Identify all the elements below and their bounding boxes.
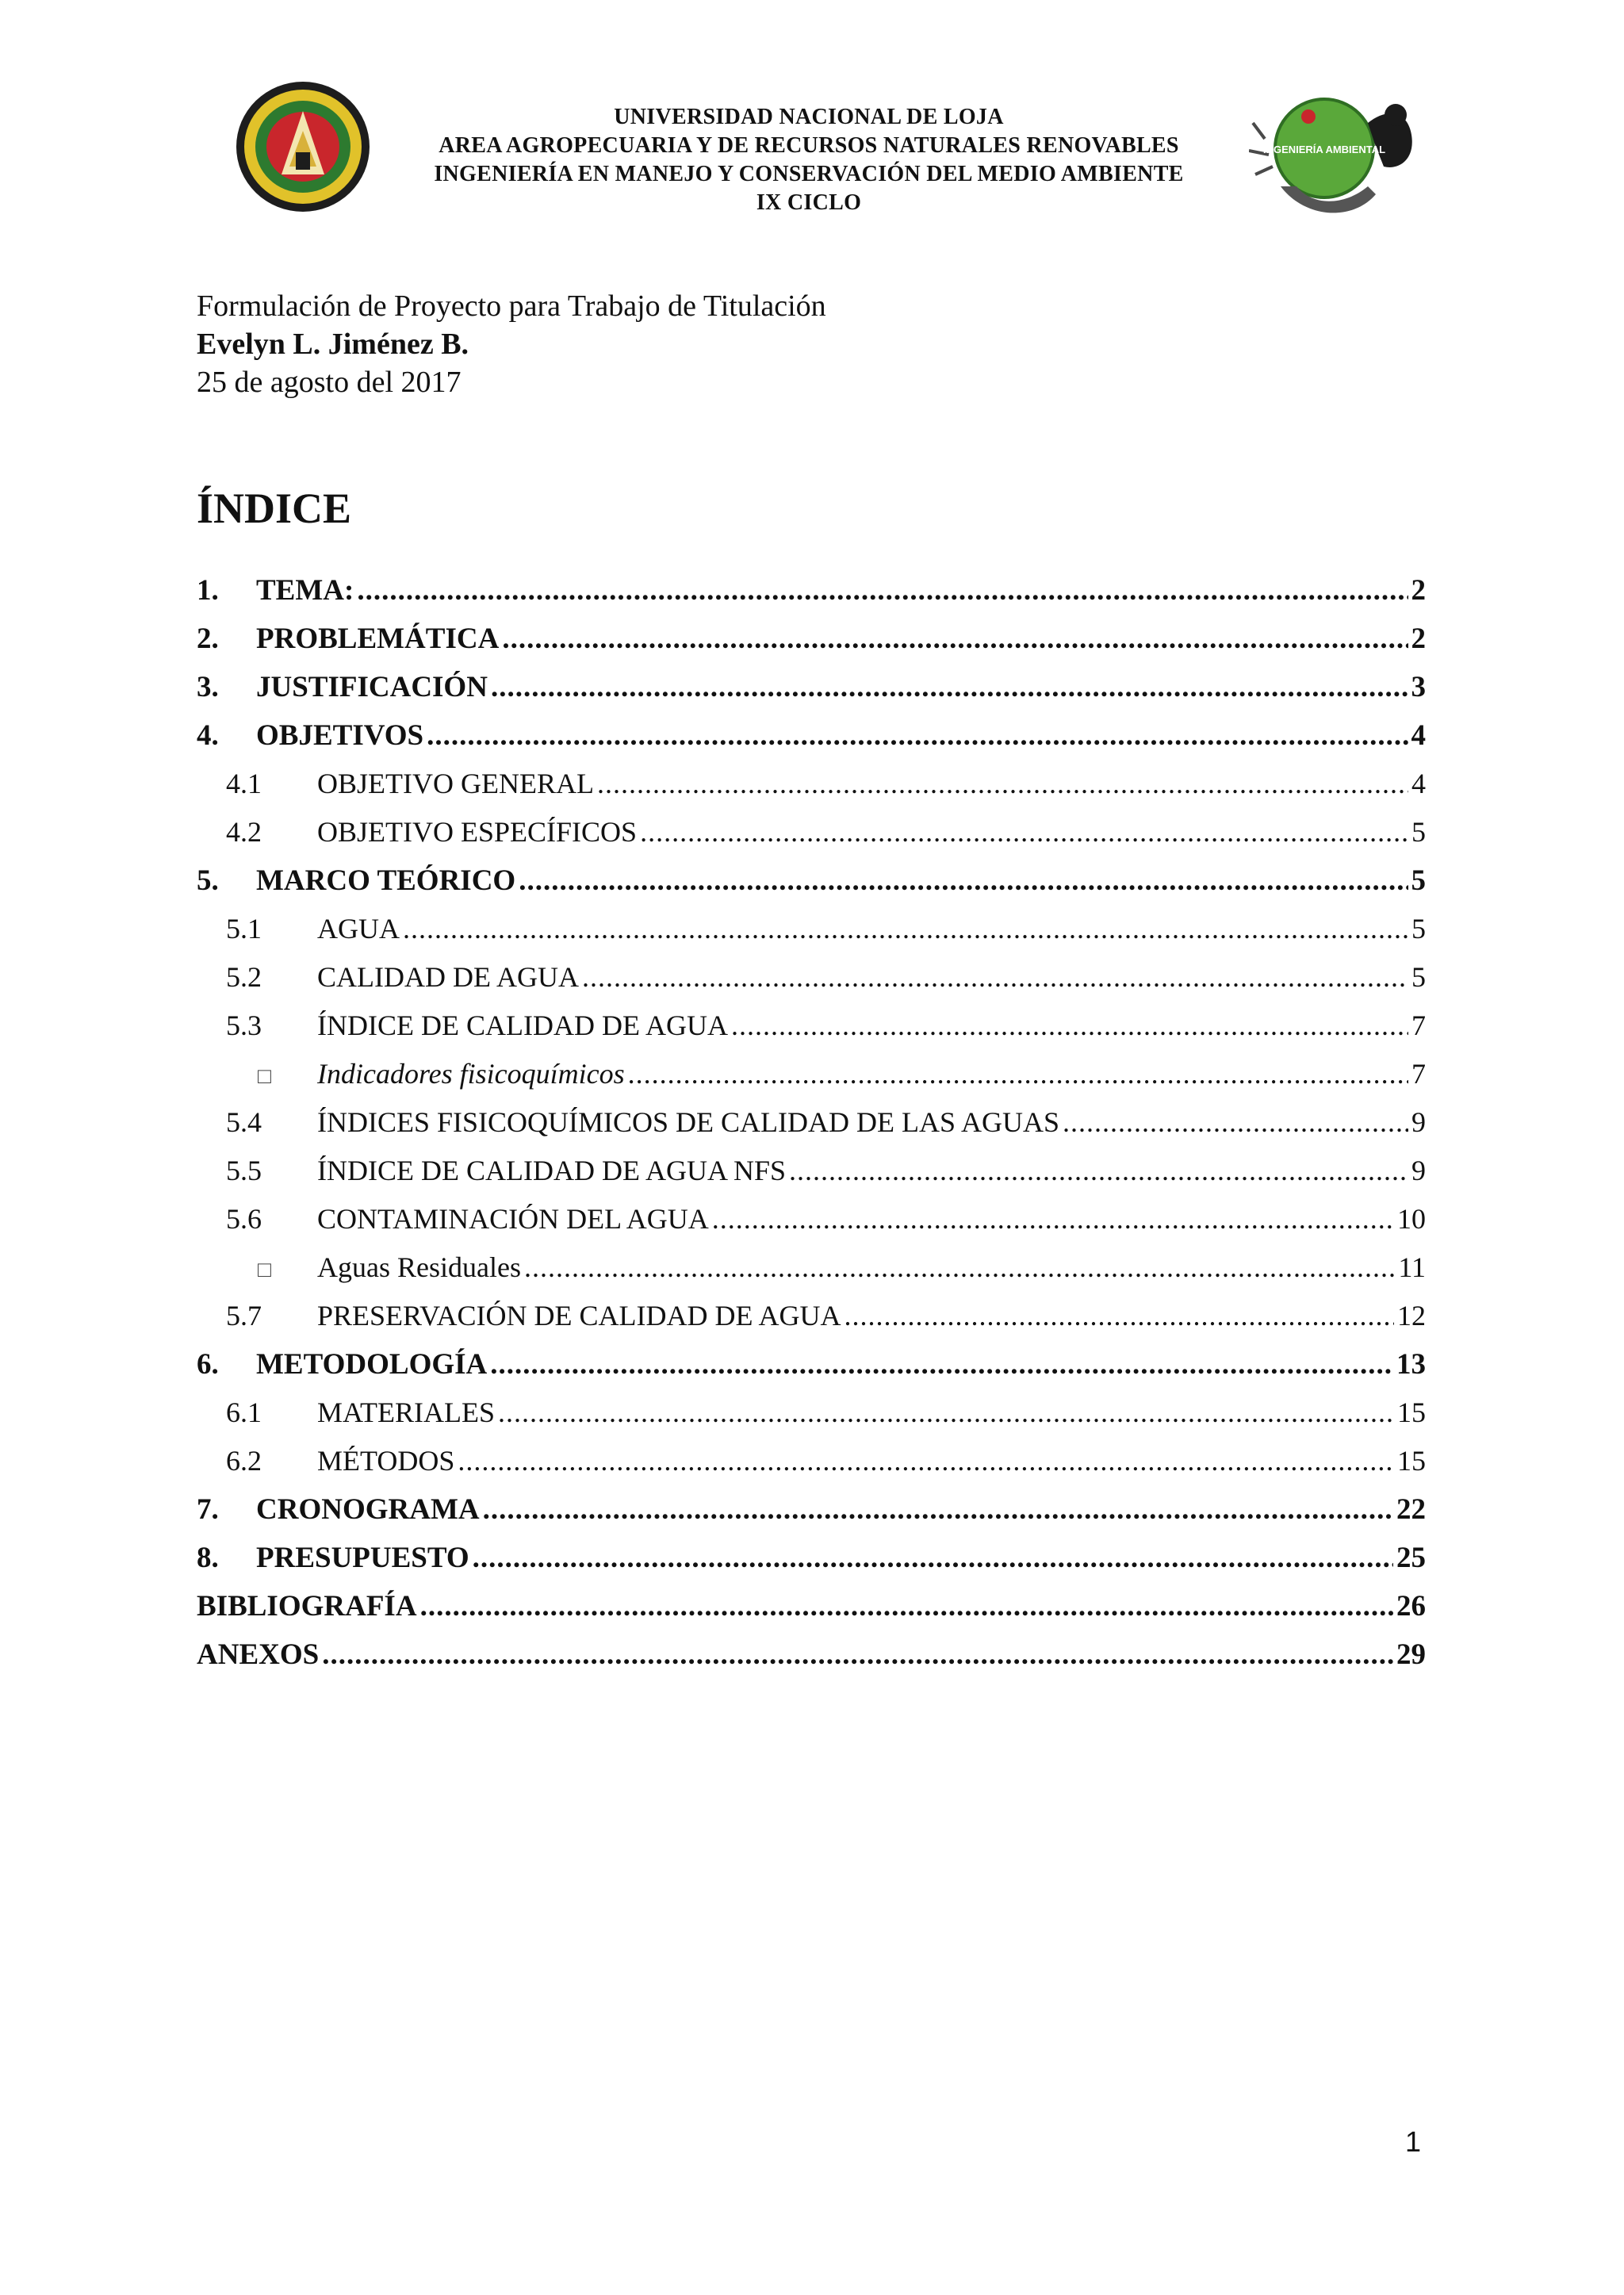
toc-entry-page: 4 bbox=[1411, 768, 1426, 799]
toc-leader-dots bbox=[524, 1251, 1395, 1284]
toc-entry[interactable] bbox=[197, 718, 1426, 767]
toc-entry-title: OBJETIVO GENERAL bbox=[317, 768, 594, 799]
toc-entry-number: 4.1 bbox=[226, 768, 262, 799]
toc-entry-page: 10 bbox=[1397, 1203, 1426, 1235]
toc-leader-dots bbox=[731, 1009, 1408, 1042]
toc-entry-title: CRONOGRAMA bbox=[256, 1493, 480, 1526]
bullet-icon: □ bbox=[258, 1064, 271, 1089]
toc-leader-dots bbox=[491, 670, 1408, 704]
toc-entry-page: 5 bbox=[1411, 961, 1426, 993]
toc-entry-title: ANEXOS bbox=[197, 1638, 320, 1671]
toc-entry[interactable] bbox=[197, 670, 1426, 718]
toc-leader-dots bbox=[628, 1057, 1408, 1090]
institution-line: IX CICLO bbox=[756, 190, 862, 215]
toc-entry-title: ÍNDICE DE CALIDAD DE AGUA NFS bbox=[317, 1155, 786, 1186]
toc-entry[interactable] bbox=[197, 1492, 1426, 1541]
toc-entry[interactable] bbox=[197, 1299, 1426, 1347]
university-seal-logo bbox=[234, 79, 373, 214]
toc-entry-title: MÉTODOS bbox=[317, 1445, 455, 1477]
toc-leader-dots bbox=[519, 864, 1408, 898]
toc-entry-page: 22 bbox=[1396, 1493, 1426, 1526]
toc-entry-page: 5 bbox=[1411, 864, 1426, 897]
toc-entry-page: 7 bbox=[1411, 1058, 1426, 1090]
toc-entry-title: TEMA: bbox=[256, 574, 354, 607]
ingenieria-ambiental-logo bbox=[1249, 91, 1427, 230]
toc-entry-title: PROBLEMÁTICA bbox=[256, 623, 500, 655]
toc-entry-page: 11 bbox=[1398, 1251, 1426, 1283]
toc-entry-number: 8. bbox=[197, 1542, 219, 1574]
toc-entry-number: 5. bbox=[197, 864, 219, 897]
toc-entry[interactable] bbox=[197, 1009, 1426, 1057]
toc-entry-number: 7. bbox=[197, 1493, 219, 1526]
toc-leader-dots bbox=[597, 767, 1408, 800]
toc-leader-dots bbox=[357, 573, 1408, 607]
toc-entry-number: 2. bbox=[197, 623, 219, 655]
toc-entry-title: METODOLOGÍA bbox=[256, 1348, 488, 1381]
toc-entry-page: 15 bbox=[1397, 1445, 1426, 1477]
toc-entry[interactable] bbox=[197, 622, 1426, 670]
toc-leader-dots bbox=[403, 912, 1408, 945]
page-number: 1 bbox=[1405, 2125, 1422, 2158]
toc-entry-number: 5.2 bbox=[226, 961, 262, 993]
toc-entry[interactable] bbox=[197, 1638, 1426, 1686]
toc-leader-dots bbox=[498, 1396, 1394, 1429]
toc-leader-dots bbox=[1063, 1105, 1408, 1139]
bullet-icon: □ bbox=[258, 1258, 271, 1282]
toc-entry-number: 1. bbox=[197, 574, 219, 607]
document-subtitle: Formulación de Proyecto para Trabajo de Titulación bbox=[197, 289, 826, 323]
toc-entry-page: 2 bbox=[1411, 574, 1426, 607]
toc-entry-page: 5 bbox=[1411, 913, 1426, 944]
toc-entry-number: 5.1 bbox=[226, 913, 262, 944]
toc-entry-title: OBJETIVO ESPECÍFICOS bbox=[317, 816, 638, 848]
institution-line: AREA AGROPECUARIA Y DE RECURSOS NATURALES RENOVABLES bbox=[439, 133, 1179, 158]
toc-entry[interactable] bbox=[197, 1347, 1426, 1396]
toc-entry-page: 9 bbox=[1411, 1155, 1426, 1186]
toc-entry-page: 4 bbox=[1411, 719, 1426, 752]
toc-leader-dots bbox=[789, 1154, 1408, 1187]
toc-entry[interactable] bbox=[197, 1541, 1426, 1589]
toc-entry-title: CONTAMINACIÓN DEL AGUA bbox=[317, 1203, 709, 1235]
toc-entry-title: OBJETIVOS bbox=[256, 719, 424, 752]
toc-entry-title: CALIDAD DE AGUA bbox=[317, 961, 579, 993]
toc-entry-page: 12 bbox=[1397, 1300, 1426, 1331]
toc-entry-number: 3. bbox=[197, 671, 219, 703]
toc-entry-number: 6.1 bbox=[226, 1397, 262, 1428]
document-meta bbox=[197, 287, 826, 401]
toc-entry-page: 13 bbox=[1396, 1348, 1426, 1381]
toc-entry-title: Aguas Residuales bbox=[317, 1251, 521, 1283]
institution-line: UNIVERSIDAD NACIONAL DE LOJA bbox=[614, 105, 1004, 129]
toc-leader-dots bbox=[640, 815, 1408, 849]
toc-leader-dots bbox=[473, 1541, 1393, 1575]
toc-entry-title: MATERIALES bbox=[317, 1397, 495, 1428]
toc-entry[interactable] bbox=[197, 1444, 1426, 1492]
toc-entry-page: 7 bbox=[1411, 1010, 1426, 1041]
toc-entry[interactable] bbox=[197, 1251, 1426, 1299]
author-name: Evelyn L. Jiménez B. bbox=[197, 328, 469, 361]
toc-leader-dots bbox=[582, 960, 1408, 994]
toc-entry-page: 2 bbox=[1411, 623, 1426, 655]
institution-line: INGENIERÍA EN MANEJO Y CONSERVACIÓN DEL MEDIO AMBIENTE bbox=[434, 162, 1184, 186]
table-of-contents bbox=[197, 573, 1426, 1686]
toc-entry[interactable] bbox=[197, 1589, 1426, 1638]
toc-entry-title: PRESERVACIÓN DE CALIDAD DE AGUA bbox=[317, 1300, 841, 1331]
toc-entry-number: 6.2 bbox=[226, 1445, 262, 1477]
toc-entry[interactable] bbox=[197, 767, 1426, 815]
toc-entry-number: 4. bbox=[197, 719, 219, 752]
toc-entry-page: 3 bbox=[1411, 671, 1426, 703]
toc-entry-title: Indicadores fisicoquímicos bbox=[317, 1058, 625, 1090]
toc-entry[interactable] bbox=[197, 1154, 1426, 1202]
toc-entry-page: 25 bbox=[1396, 1542, 1426, 1574]
toc-entry[interactable] bbox=[197, 815, 1426, 864]
toc-entry[interactable] bbox=[197, 912, 1426, 960]
toc-entry[interactable] bbox=[197, 1057, 1426, 1105]
toc-entry-page: 5 bbox=[1411, 816, 1426, 848]
toc-entry-title: ÍNDICES FISICOQUÍMICOS DE CALIDAD DE LAS AGUAS bbox=[317, 1106, 1060, 1138]
toc-entry[interactable] bbox=[197, 1202, 1426, 1251]
toc-leader-dots bbox=[427, 718, 1408, 753]
toc-leader-dots bbox=[458, 1444, 1394, 1477]
toc-entry[interactable] bbox=[197, 1396, 1426, 1444]
toc-entry-title: BIBLIOGRAFÍA bbox=[197, 1590, 417, 1623]
toc-entry-page: 9 bbox=[1411, 1106, 1426, 1138]
toc-leader-dots bbox=[844, 1299, 1394, 1332]
toc-entry-title: MARCO TEÓRICO bbox=[256, 864, 516, 897]
toc-leader-dots bbox=[420, 1589, 1393, 1623]
toc-leader-dots bbox=[712, 1202, 1394, 1236]
toc-entry-page: 29 bbox=[1396, 1638, 1426, 1671]
toc-entry[interactable] bbox=[197, 1105, 1426, 1154]
toc-entry-title: AGUA bbox=[317, 913, 400, 944]
logo-text: INGENIERÍA AMBIENTAL bbox=[1262, 144, 1386, 155]
toc-entry-title: ÍNDICE DE CALIDAD DE AGUA bbox=[317, 1010, 728, 1041]
toc-entry-number: 5.3 bbox=[226, 1010, 262, 1041]
toc-entry[interactable] bbox=[197, 573, 1426, 622]
toc-leader-dots bbox=[322, 1638, 1393, 1672]
toc-entry-page: 26 bbox=[1396, 1590, 1426, 1623]
toc-entry-number: 5.5 bbox=[226, 1155, 262, 1186]
toc-entry-number: 4.2 bbox=[226, 816, 262, 848]
toc-entry[interactable] bbox=[197, 864, 1426, 912]
toc-leader-dots bbox=[490, 1347, 1393, 1381]
index-title: ÍNDICE bbox=[197, 485, 352, 532]
toc-entry-title: JUSTIFICACIÓN bbox=[256, 671, 488, 703]
toc-leader-dots bbox=[502, 622, 1408, 656]
toc-entry-number: 5.7 bbox=[226, 1300, 262, 1331]
toc-leader-dots bbox=[483, 1492, 1393, 1527]
toc-entry-number: 6. bbox=[197, 1348, 219, 1381]
institution-header bbox=[389, 103, 1229, 217]
document-date: 25 de agosto del 2017 bbox=[197, 366, 462, 399]
toc-entry-number: 5.4 bbox=[226, 1106, 262, 1138]
toc-entry-page: 15 bbox=[1397, 1397, 1426, 1428]
toc-entry[interactable] bbox=[197, 960, 1426, 1009]
toc-entry-title: PRESUPUESTO bbox=[256, 1542, 469, 1574]
toc-entry-number: 5.6 bbox=[226, 1203, 262, 1235]
